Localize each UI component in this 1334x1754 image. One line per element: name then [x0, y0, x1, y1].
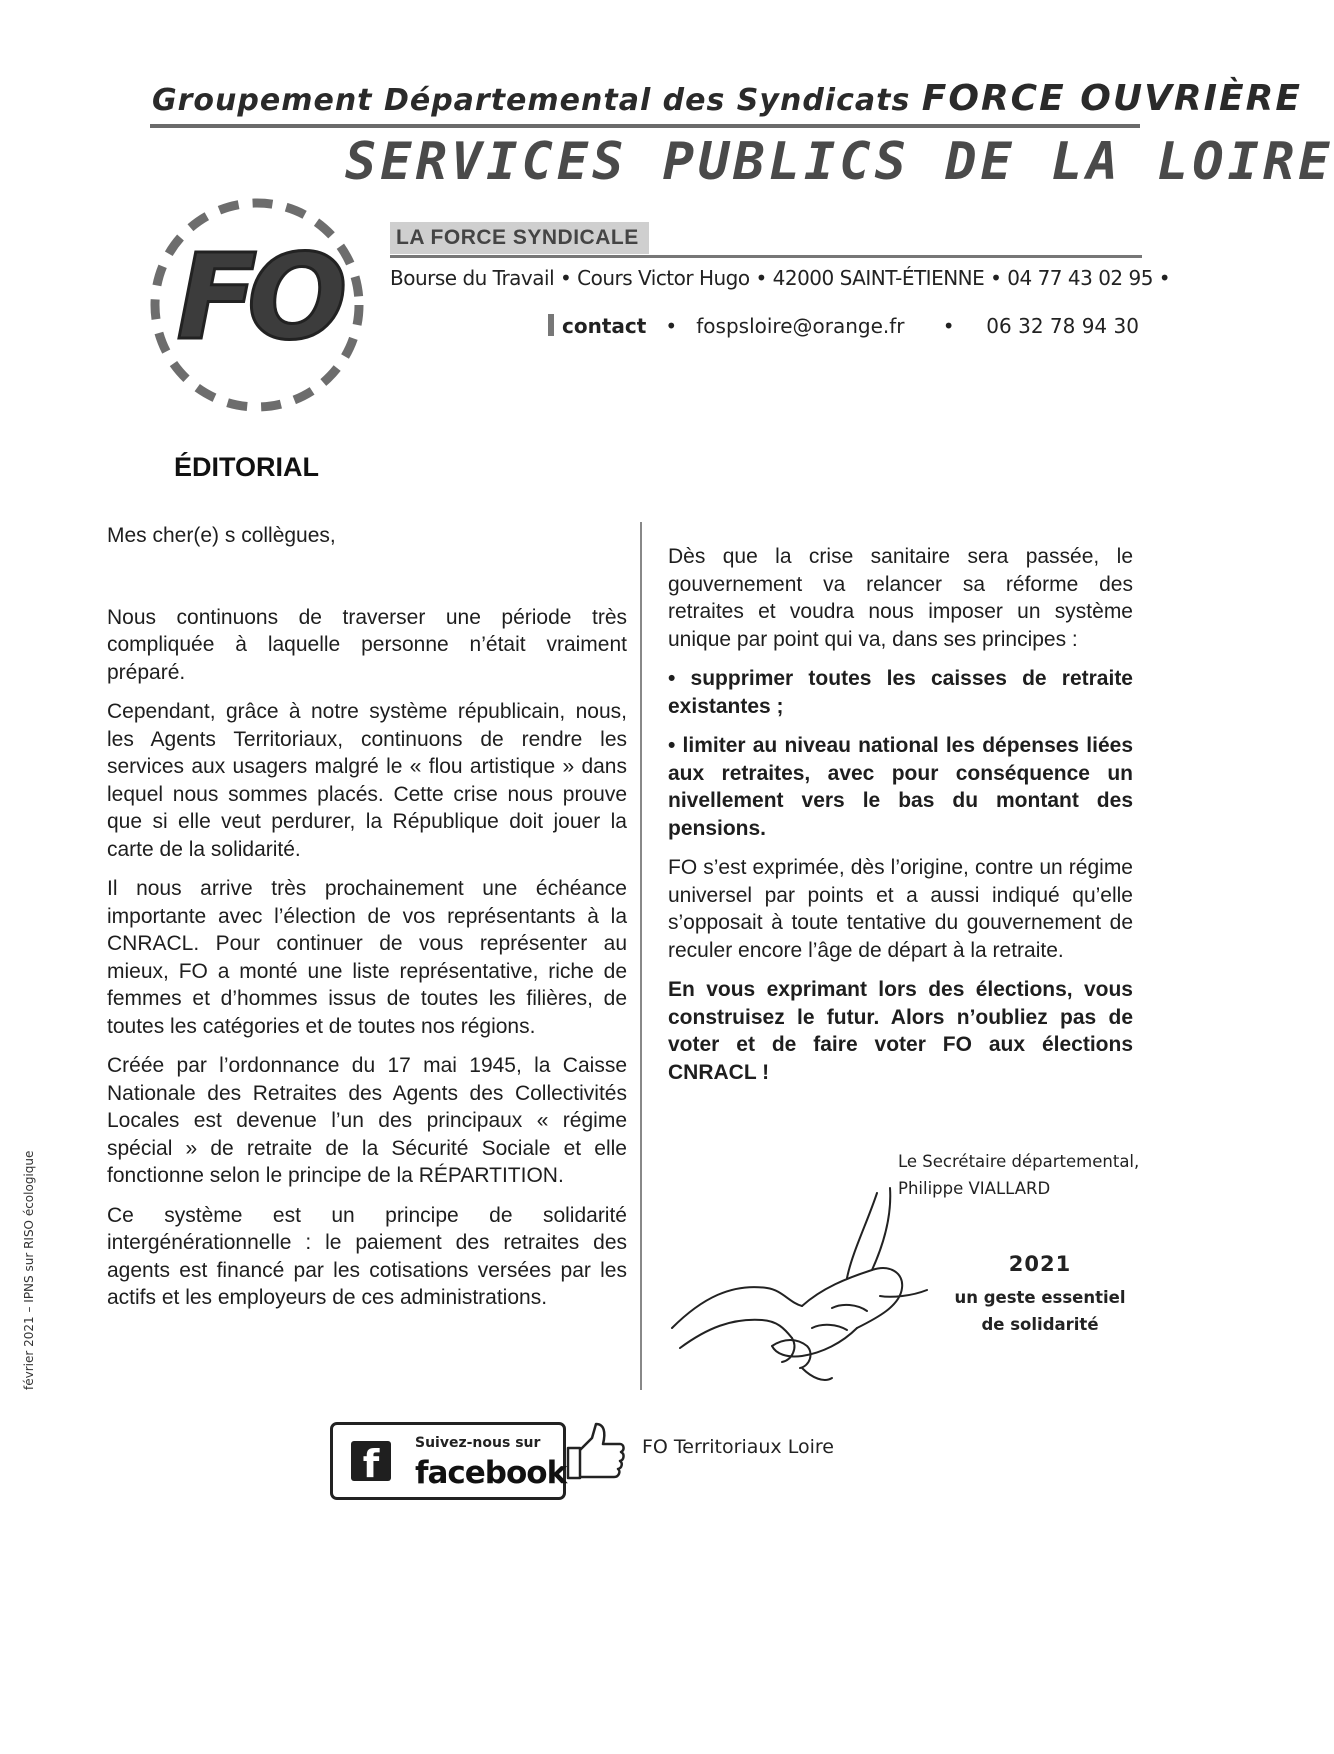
editorial-right-column	[668, 543, 1133, 1098]
facebook-page-name[interactable]: FO Territoriaux Loire	[642, 1436, 834, 1458]
contact-email[interactable]: fospsloire@orange.fr	[696, 314, 905, 338]
thumbs-up-icon	[566, 1420, 626, 1484]
editorial-left-column	[107, 522, 627, 1324]
slogan	[950, 1252, 1130, 1338]
print-notice: février 2021 – IPNS sur RISO écologique	[22, 1150, 36, 1390]
facebook-follow-text: Suivez-nous sur	[415, 1435, 541, 1451]
header-org-name: FORCE OUVRIÈRE	[921, 78, 1302, 119]
tagline-divider	[390, 255, 1142, 258]
slogan-line2: de solidarité	[981, 1315, 1099, 1334]
column-divider	[640, 522, 642, 1390]
paragraph: Dès que la crise sanitaire sera passée, le gouvernement va relancer sa réforme des retraites et voudra nous imposer un système unique par point qui va, dans ses principes :	[668, 545, 1133, 651]
header-organization-line	[152, 78, 1302, 119]
greeting: Mes cher(e) s collègues,	[107, 524, 336, 547]
header-prefix: Groupement Départemental des Syndicats	[152, 83, 922, 118]
contact-phone: 06 32 78 94 30	[986, 314, 1139, 338]
bullet-point: • supprimer toutes les caisses de retraite existantes ;	[668, 667, 1133, 718]
paragraph: Cependant, grâce à notre système républicain, nous, les Agents Territoriaux, continuons de rendre les services aux usagers malgré le « flou artistique » dans lequel nous sommes placés. Cette crise nous prouve que si elle veut perdurer, la République doit jouer la carte de la solidarité.	[107, 700, 627, 861]
contact-label: contact	[562, 314, 647, 338]
paragraph: Créée par l’ordonnance du 17 mai 1945, la Caisse Nationale des Retraites des Agents des Collectivités Locales est devenue l’un des principaux « régime spécial » de retraite de la Sécurité Sociale et elle fonctionne selon le principe de la RÉPARTITION.	[107, 1054, 627, 1187]
signature	[898, 1148, 1139, 1202]
header-service-title: SERVICES PUBLICS DE LA LOIRE	[345, 132, 1334, 192]
signature-name: Philippe VIALLARD	[898, 1179, 1051, 1198]
paragraph: FO s’est exprimée, dès l’origine, contre un régime universel par points et a aussi indiqué qu’elle s’opposait à toute tentative du gouvernement de reculer encore l’âge de départ à la retraite.	[668, 856, 1133, 962]
address: Bourse du Travail • Cours Victor Hugo • 42000 SAINT-ÉTIENNE • 04 77 43 02 95 •	[390, 266, 1171, 290]
paragraph: Il nous arrive très prochainement une échéance importante avec l’élection de vos représentants à la CNRACL. Pour continuer de vous représenter au mieux, FO a monté une liste représentative, riche de femmes et d’hommes issus de toutes les filières, de toutes les catégories et de toutes nos régions.	[107, 877, 627, 1038]
joined-hands-illustration	[672, 1178, 932, 1388]
slogan-year: 2021	[1008, 1252, 1072, 1276]
header-divider	[150, 124, 1140, 128]
facebook-follow-button[interactable]	[330, 1422, 566, 1500]
paragraph: Ce système est un principe de solidarité intergénérationnelle : le paiement des retraites des agents est financé par les cotisations versées par les actifs et les employeurs de ces administrations.	[107, 1203, 627, 1309]
tagline: LA FORCE SYNDICALE	[390, 222, 649, 254]
facebook-brand-text: facebook	[415, 1455, 567, 1491]
closing-statement: En vous exprimant lors des élections, vous construisez le futur. Alors n’oubliez pas de voter et de faire voter FO aux élections CNRACL !	[668, 978, 1133, 1084]
contact-bar-icon	[548, 314, 554, 336]
editorial-title: ÉDITORIAL	[174, 452, 320, 482]
contact-bullet: •	[942, 314, 955, 338]
signature-role: Le Secrétaire départemental,	[898, 1152, 1140, 1171]
logo-text: FO	[176, 228, 338, 366]
fo-logo	[142, 190, 372, 420]
contact-line	[548, 314, 1139, 338]
bullet-point: • limiter au niveau national les dépenses liées aux retraites, avec pour conséquence un nivellement vers le bas du montant des pensions.	[668, 734, 1133, 840]
contact-bullet: •	[665, 314, 678, 338]
facebook-icon: f	[351, 1441, 391, 1481]
paragraph: Nous continuons de traverser une période très compliquée à laquelle personne n’était vraiment préparé.	[107, 605, 627, 684]
slogan-line1: un geste essentiel	[954, 1288, 1126, 1307]
